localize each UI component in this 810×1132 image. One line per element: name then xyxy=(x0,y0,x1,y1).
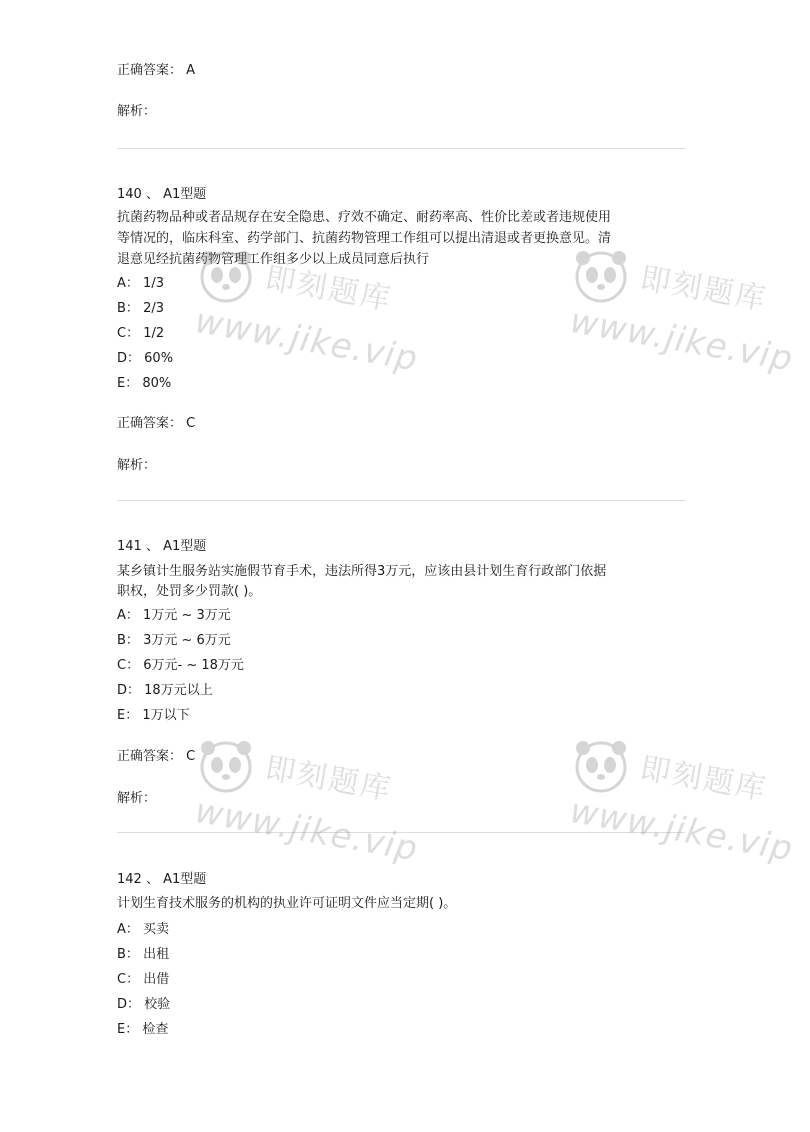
option-d: D： 60% xyxy=(117,351,174,366)
question-stem-line: 退意见经抗菌药物管理工作组多少以上成员同意后执行 xyxy=(117,252,430,267)
watermark-url: www.jike.vip xyxy=(567,301,797,380)
option-e: E： 80% xyxy=(117,376,172,391)
option-d: D： 校验 xyxy=(117,997,171,1012)
correct-answer: 正确答案： C xyxy=(117,416,196,431)
option-c: C： 1/2 xyxy=(117,326,165,341)
option-e: E： 1万以下 xyxy=(117,708,190,723)
option-b: B： 2/3 xyxy=(117,301,164,316)
watermark-url: www.jike.vip xyxy=(192,301,422,380)
analysis-label: 解析： xyxy=(117,791,157,806)
question-header: 140 、 A1型题 xyxy=(117,187,207,202)
option-a: A： 1万元 ~ 3万元 xyxy=(117,608,231,623)
question-stem-line: 抗菌药物品种或者品规存在安全隐患、疗效不确定、耐药率高、性价比差或者违规使用 xyxy=(117,210,612,225)
prev-analysis: 解析： xyxy=(117,104,157,119)
watermark-brand: 即刻题库 xyxy=(262,750,395,808)
question-stem-line: 等情况的，临床科室、药学部门、抗菌药物管理工作组可以提出清退或者更换意见。清 xyxy=(117,231,612,246)
option-c: C： 出借 xyxy=(117,972,170,987)
analysis-label: 解析： xyxy=(117,458,157,473)
watermark-brand: 即刻题库 xyxy=(262,260,395,318)
question-header: 141 、 A1型题 xyxy=(117,539,207,554)
prev-answer: 正确答案： A xyxy=(117,63,196,78)
watermark-clip xyxy=(560,0,797,1132)
option-e: E： 检查 xyxy=(117,1022,169,1037)
watermark-url: www.jike.vip xyxy=(567,791,797,870)
option-c: C： 6万元- ~ 18万元 xyxy=(117,658,244,673)
question-stem-line: 计划生育技术服务的机构的执业许可证明文件应当定期( )。 xyxy=(117,896,457,911)
watermark-brand: 即刻题库 xyxy=(637,750,770,808)
panda-logo-icon xyxy=(570,735,632,797)
question-header: 142 、 A1型题 xyxy=(117,872,207,887)
panda-logo-icon xyxy=(195,735,257,797)
correct-answer: 正确答案： C xyxy=(117,749,196,764)
option-d: D： 18万元以上 xyxy=(117,683,213,698)
watermark xyxy=(567,735,810,875)
question-stem-line: 某乡镇计生服务站实施假节育手术，违法所得3万元，应该由县计划生育行政部门依据 xyxy=(117,564,607,579)
option-b: B： 出租 xyxy=(117,947,170,962)
panda-logo-icon xyxy=(570,245,632,307)
watermark xyxy=(192,735,435,875)
option-b: B： 3万元 ~ 6万元 xyxy=(117,633,231,648)
watermark-brand: 即刻题库 xyxy=(637,260,770,318)
option-a: A： 1/3 xyxy=(117,276,164,291)
option-a: A： 买卖 xyxy=(117,922,170,937)
watermark-url: www.jike.vip xyxy=(192,791,422,870)
question-stem-line: 职权，处罚多少罚款( )。 xyxy=(117,584,262,599)
watermark xyxy=(567,245,810,385)
